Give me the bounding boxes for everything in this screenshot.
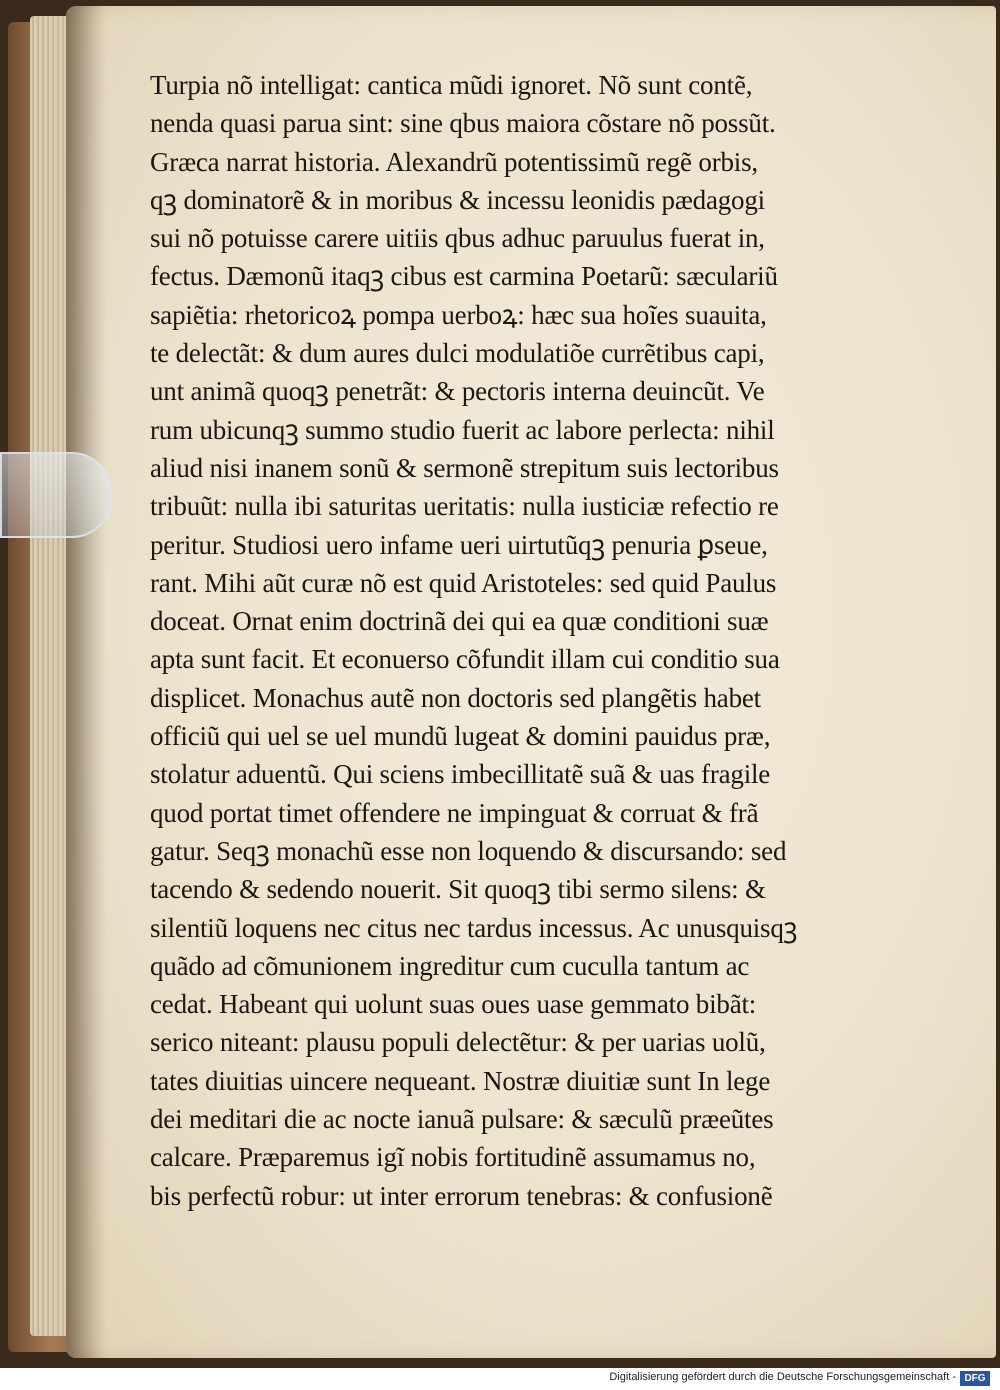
text-line: bis perfectũ robur: ut inter errorum tenebras: & confusionẽ	[150, 1180, 773, 1211]
text-line: unt animã quoqꝫ penetrãt: & pectoris interna deuincũt. Ve	[150, 376, 765, 407]
text-line: stolatur aduentũ. Qui sciens imbecillitatẽ suã & uas fragile	[150, 759, 771, 790]
text-line: tates diuitias uincere nequeant. Nostræ diuitiæ sunt In lege	[150, 1065, 771, 1096]
text-line: te delectãt: & dum aures dulci modulatiõe currẽtibus capi,	[150, 338, 765, 369]
text-line: quod portat timet offendere ne impinguat & corruat & frã	[150, 797, 759, 828]
text-line: sui nõ potuisse carere uitiis qbus adhuc paruulus fuerat in,	[150, 223, 765, 254]
text-line: displicet. Monachus autẽ non doctoris sed plangẽtis habet	[150, 682, 761, 713]
text-line: doceat. Ornat enim doctrinã dei qui ea quæ conditioni suæ	[150, 606, 769, 637]
text-line: serico niteant: plausu populi delectẽtur: & per uarias uolũ,	[150, 1027, 766, 1058]
text-line: tribuũt: nulla ibi saturitas ueritatis: nulla iusticiæ refectio re	[150, 491, 779, 522]
text-line: sapiẽtia: rhetoricoꝝ pompa uerboꝝ: hæc sua hoĩes suauita,	[150, 299, 767, 330]
footer-bar	[0, 1368, 1000, 1390]
text-block	[150, 66, 890, 1215]
text-line: tacendo & sedendo nouerit. Sit quoqꝫ tibi sermo silens: &	[150, 874, 766, 905]
text-line: calcare. Præparemus igĩ nobis fortitudinẽ assumamus no,	[150, 1142, 756, 1173]
text-line: aliud nisi inanem sonũ & sermonẽ strepitum suis lectoribus	[150, 452, 779, 483]
text-line: fectus. Dæmonũ itaqꝫ cibus est carmina Poetarũ: sæculariũ	[150, 261, 778, 292]
text-line: quãdo ad cõmunionem ingreditur cum cuculla tantum ac	[150, 950, 750, 981]
text-line: Græca narrat historia. Alexandrũ potentissimũ regẽ orbis,	[150, 146, 758, 177]
text-line: peritur. Studiosi uero infame ueri uirtutũqꝫ penuria ꝑseue,	[150, 529, 768, 560]
spine-shadow	[66, 6, 106, 1358]
text-line: rant. Mihi aũt curæ nõ est quid Aristoteles: sed quid Paulus	[150, 567, 777, 598]
text-line: qꝫ dominatorẽ & in moribus & incessu leonidis pædagogi	[150, 184, 765, 215]
text-line: nenda quasi parua sint: sine qbus maiora cõstare nõ possũt.	[150, 108, 776, 139]
text-line: gatur. Seqꝫ monachũ esse non loquendo & discursando: sed	[150, 835, 787, 866]
text-line: Turpia nõ intelligat: cantica mũdi ignoret. Nõ sunt contẽ,	[150, 70, 753, 100]
funding-credit: Digitalisierung gefördert durch die Deutsche Forschungsgemeinschaft -	[609, 1371, 956, 1383]
dfg-logo: DFG	[960, 1371, 990, 1386]
page-clip	[0, 452, 112, 538]
text-line: silentiũ loquens nec citus nec tardus incessus. Ac unusquisqꝫ	[150, 912, 798, 943]
text-line: dei meditari die ac nocte ianuã pulsare: & sæculũ præeũtes	[150, 1104, 774, 1135]
text-line: rum ubicunqꝫ summo studio fuerit ac labore perlecta: nihil	[150, 414, 775, 445]
text-line: cedat. Habeant qui uolunt suas oues uase gemmato bibãt:	[150, 989, 757, 1020]
text-line: apta sunt facit. Et econuerso cõfundit illam cui conditio sua	[150, 644, 780, 675]
text-line: officiũ qui uel se uel mundũ lugeat & domini pauidus præ,	[150, 721, 771, 752]
